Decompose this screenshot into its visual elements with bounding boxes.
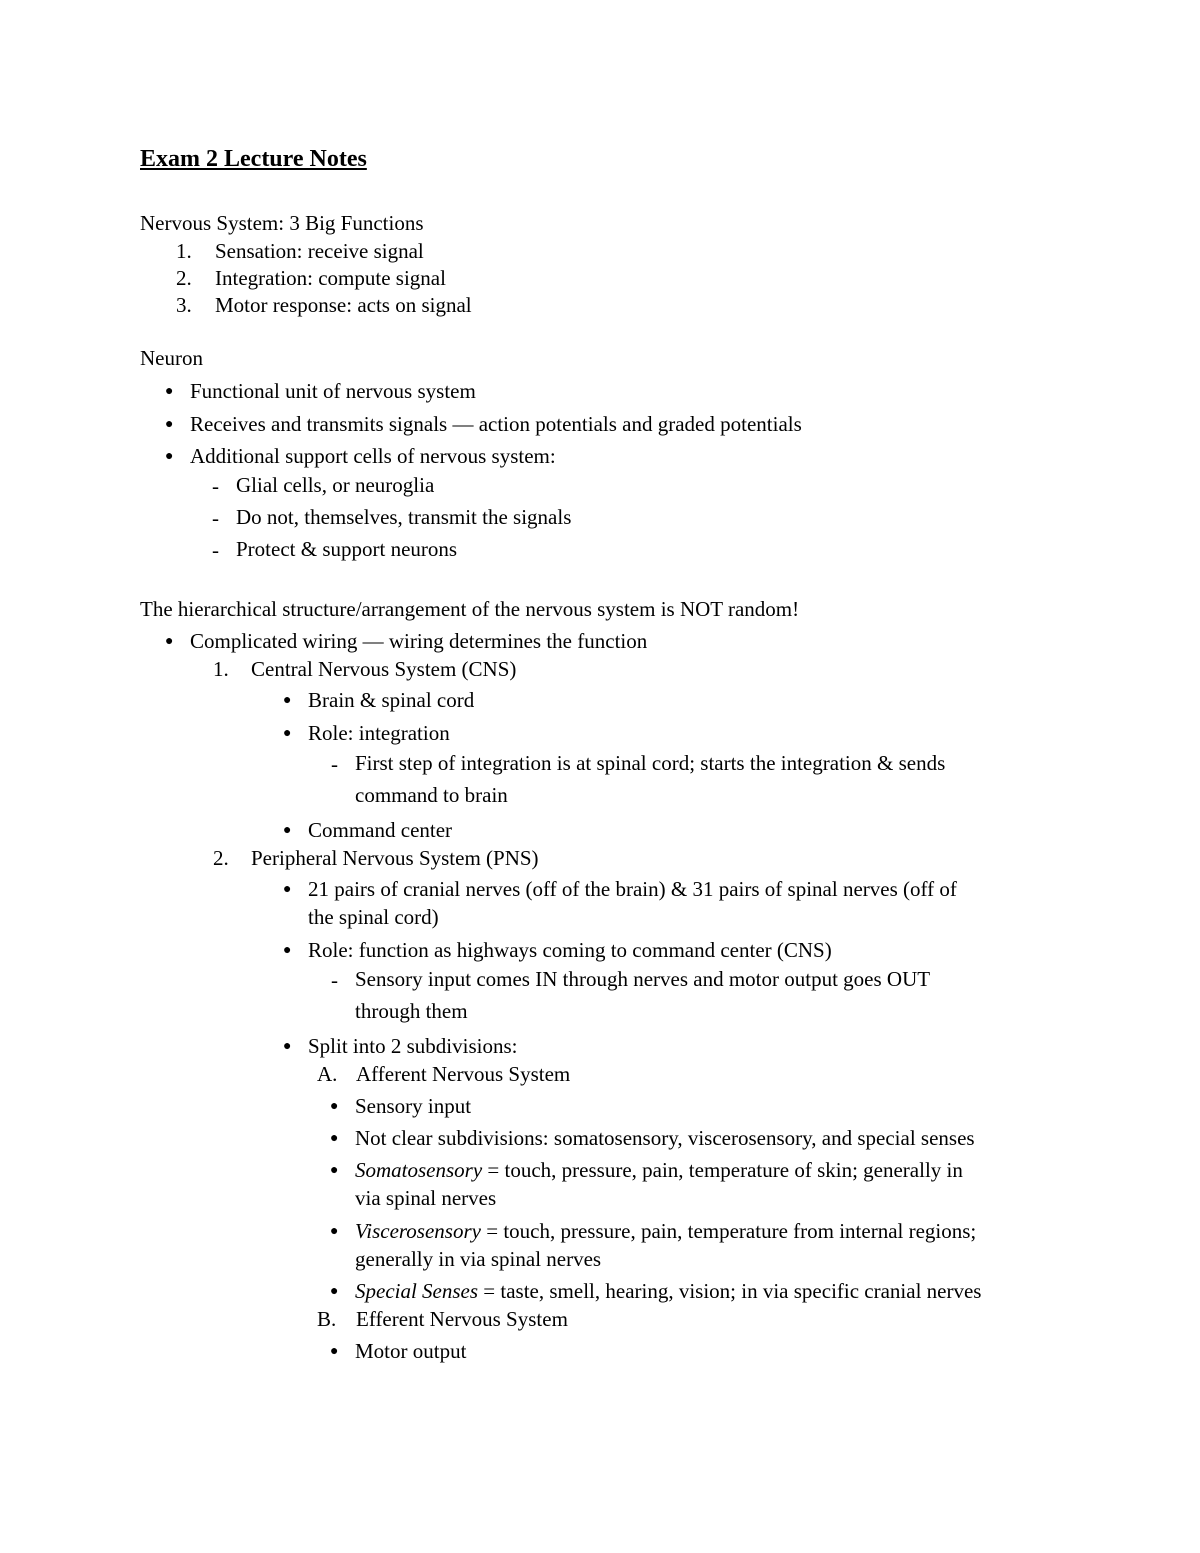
- list-item: Additional support cells of nervous system:: [190, 444, 556, 468]
- list-item: 21 pairs of cranial nerves (off of the brain) & 31 pairs of spinal nerves (off of: [308, 877, 957, 901]
- list-item: Role: function as highways coming to command center (CNS): [308, 938, 832, 962]
- section-heading-neuron: Neuron: [140, 346, 203, 370]
- bullet-icon: ●: [165, 384, 174, 399]
- list-item: Integration: compute signal: [215, 266, 446, 290]
- list-item: Motor response: acts on signal: [215, 293, 472, 317]
- list-item: Complicated wiring — wiring determines the function: [190, 629, 648, 653]
- list-item: [355, 1221, 976, 1242]
- term-italic: Somatosensory: [355, 1158, 483, 1182]
- dash-icon: -: [331, 968, 338, 992]
- list-item-continuation: the spinal cord): [308, 905, 439, 929]
- term-definition: = touch, pressure, pain, temperature from internal regions;: [480, 1219, 977, 1243]
- list-item-continuation: generally in via spinal nerves: [355, 1247, 602, 1271]
- list-item: Brain & spinal cord: [308, 688, 475, 712]
- bullet-icon: ●: [283, 1039, 292, 1054]
- list-item: [355, 1281, 981, 1302]
- dash-icon: -: [212, 506, 219, 530]
- list-marker: 1.: [176, 239, 192, 263]
- bullet-icon: ●: [330, 1344, 339, 1359]
- list-item: Functional unit of nervous system: [190, 379, 476, 403]
- list-item: Not clear subdivisions: somatosensory, viscerosensory, and special senses: [355, 1126, 975, 1150]
- list-item: Command center: [308, 818, 453, 842]
- bullet-icon: ●: [330, 1099, 339, 1114]
- bullet-icon: ●: [165, 449, 174, 464]
- list-marker: A.: [317, 1062, 338, 1086]
- bullet-icon: ●: [330, 1163, 339, 1178]
- bullet-icon: ●: [330, 1284, 339, 1299]
- list-item: Sensory input: [355, 1094, 472, 1118]
- list-marker: 2.: [213, 846, 229, 870]
- bullet-icon: ●: [283, 882, 292, 897]
- list-item: Role: integration: [308, 721, 450, 745]
- list-item: Protect & support neurons: [236, 537, 458, 561]
- list-marker: B.: [317, 1307, 337, 1331]
- list-marker: 1.: [213, 657, 229, 681]
- list-item-continuation: via spinal nerves: [355, 1186, 497, 1210]
- bullet-icon: ●: [283, 823, 292, 838]
- list-item: [355, 1160, 963, 1181]
- dash-icon: -: [212, 538, 219, 562]
- list-marker: 2.: [176, 266, 192, 290]
- term-definition: = touch, pressure, pain, temperature of skin; generally in: [482, 1158, 963, 1182]
- bullet-icon: ●: [165, 417, 174, 432]
- list-item: Sensation: receive signal: [215, 239, 424, 263]
- list-item: First step of integration is at spinal cord; starts the integration & sends: [355, 751, 946, 775]
- term-italic: Viscerosensory: [355, 1219, 481, 1243]
- list-item: Receives and transmits signals — action potentials and graded potentials: [190, 412, 802, 436]
- term-definition: = taste, smell, hearing, vision; in via specific cranial nerves: [478, 1279, 982, 1303]
- bullet-icon: ●: [330, 1224, 339, 1239]
- list-item: Sensory input comes IN through nerves and motor output goes OUT: [355, 967, 931, 991]
- bullet-icon: ●: [330, 1131, 339, 1146]
- list-item-continuation: through them: [355, 999, 468, 1023]
- section-heading-functions: Nervous System: 3 Big Functions: [140, 211, 424, 235]
- pns-heading: Peripheral Nervous System (PNS): [251, 846, 539, 870]
- list-marker: 3.: [176, 293, 192, 317]
- list-item: Glial cells, or neuroglia: [236, 473, 435, 497]
- list-item: Motor output: [355, 1339, 467, 1363]
- dash-icon: -: [331, 752, 338, 776]
- afferent-heading: Afferent Nervous System: [356, 1062, 571, 1086]
- section-heading-hierarchy: The hierarchical structure/arrangement of the nervous system is NOT random!: [140, 597, 800, 621]
- term-italic: Special Senses: [355, 1279, 479, 1303]
- dash-icon: -: [212, 474, 219, 498]
- bullet-icon: ●: [283, 693, 292, 708]
- bullet-icon: ●: [283, 943, 292, 958]
- bullet-icon: ●: [283, 726, 292, 741]
- document-title: Exam 2 Lecture Notes: [140, 146, 367, 172]
- efferent-heading: Efferent Nervous System: [356, 1307, 568, 1331]
- list-item-continuation: command to brain: [355, 783, 508, 807]
- cns-heading: Central Nervous System (CNS): [251, 657, 517, 681]
- list-item: Do not, themselves, transmit the signals: [236, 505, 572, 529]
- bullet-icon: ●: [165, 634, 174, 649]
- list-item: Split into 2 subdivisions:: [308, 1034, 518, 1058]
